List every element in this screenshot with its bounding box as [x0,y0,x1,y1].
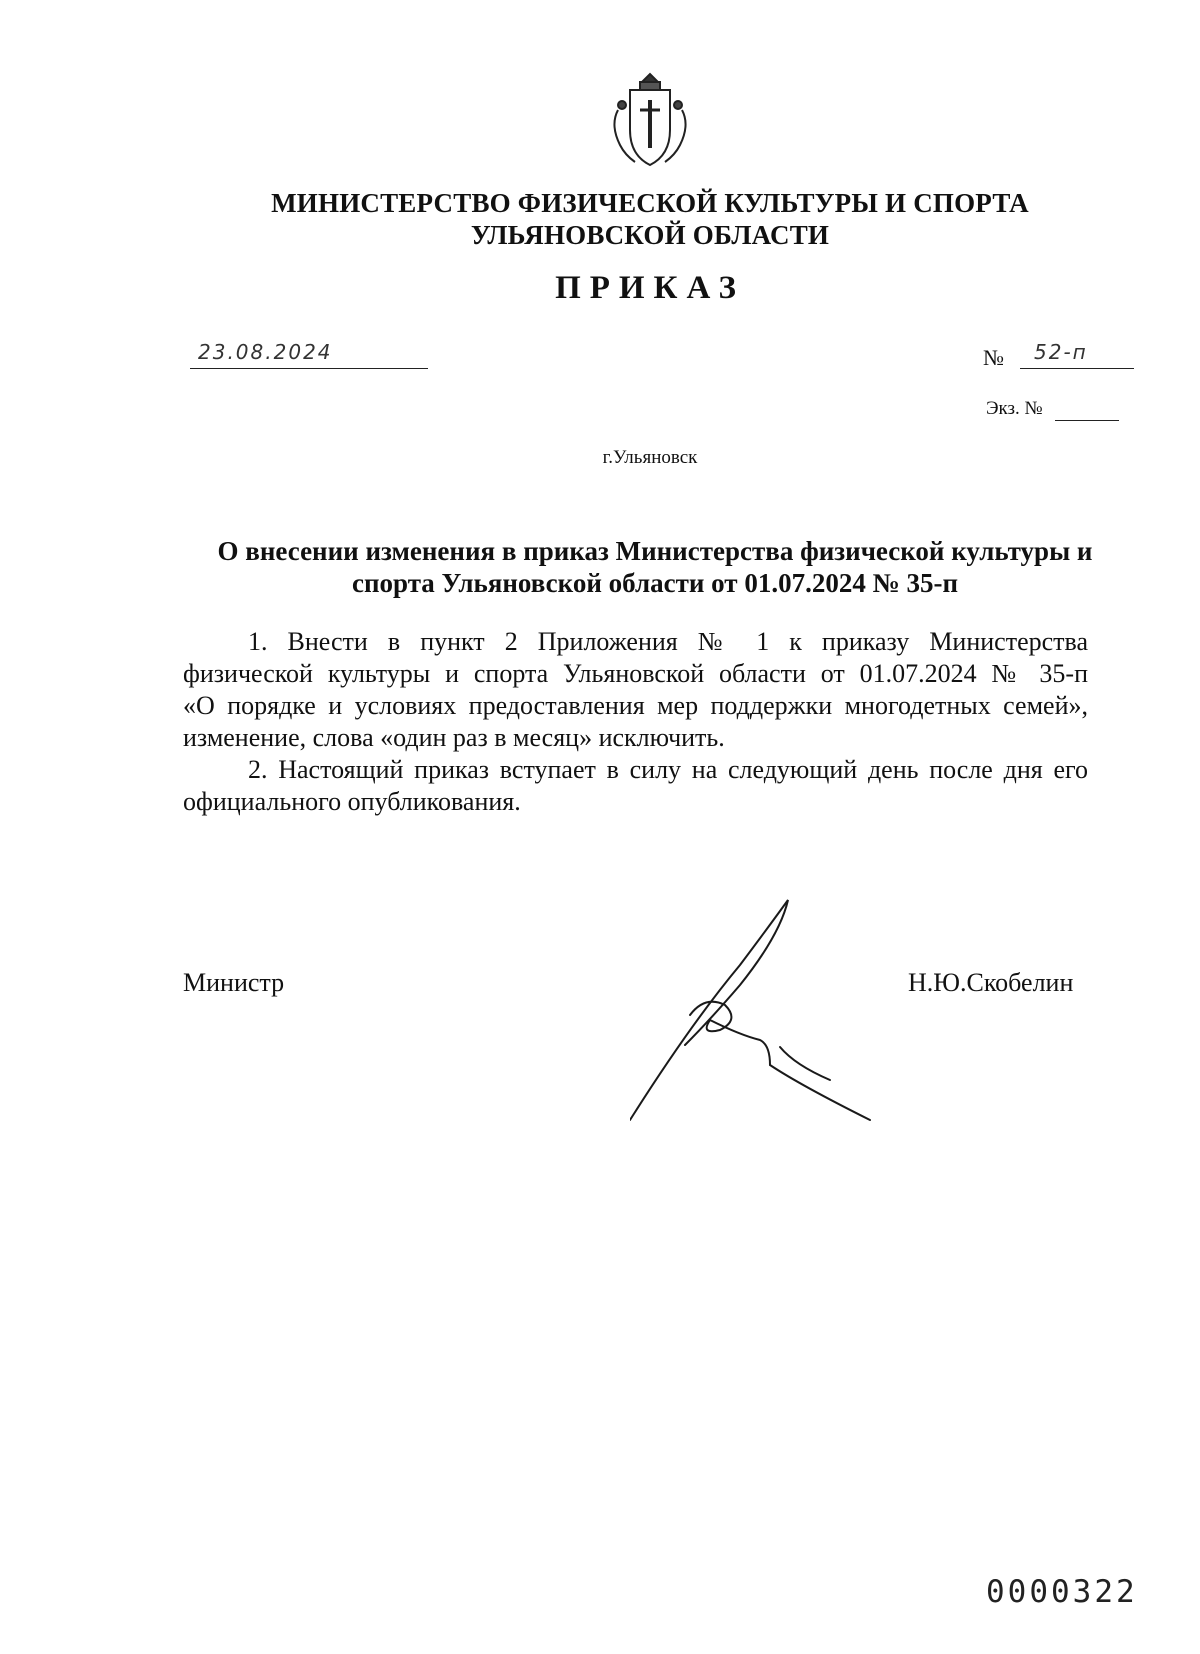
copy-number-label: Экз. № [986,398,1043,419]
order-date: 23.08.2024 [190,340,428,369]
handwritten-signature-icon [630,895,930,1125]
copy-number-blank [1055,420,1119,421]
order-number-label: № [983,345,1004,370]
paragraph2-line1: 2. Настоящий приказ вступает в силу на следующий день после дня его [248,755,1088,784]
paragraph1-line1: 1. Внести в пункт 2 Приложения № 1 к приказу Министерства [248,627,1088,656]
paragraph1-line3: «О порядке и условиях предоставления мер поддержки многодетных семей», [183,691,1088,720]
city: г.Ульяновск [602,447,698,468]
subject-line1: О внесении изменения в приказ Министерства физической культуры и [217,536,1093,566]
serial-number: 0000322 [986,1574,1138,1610]
paragraph2-line2: официального опубликования. [183,787,521,816]
order-number: 52-п [1020,340,1134,369]
paragraph1-line2: физической культуры и спорта Ульяновской области от 01.07.2024 № 35-п [183,659,1088,688]
signer-title: Министр [183,968,285,997]
ministry-name-line2: УЛЬЯНОВСКОЙ ОБЛАСТИ [470,220,830,250]
signer-name: Н.Ю.Скобелин [908,968,1074,997]
ministry-name-line1: МИНИСТЕРСТВО ФИЗИЧЕСКОЙ КУЛЬТУРЫ И СПОРТА [271,188,1029,218]
coat-of-arms-icon [600,70,700,170]
paragraph1-line4: изменение, слова «один раз в месяц» исключить. [183,723,725,752]
document-type-title: ПРИКАЗ [555,270,745,306]
subject-line2: спорта Ульяновской области от 01.07.2024 № 35-п [352,568,958,598]
